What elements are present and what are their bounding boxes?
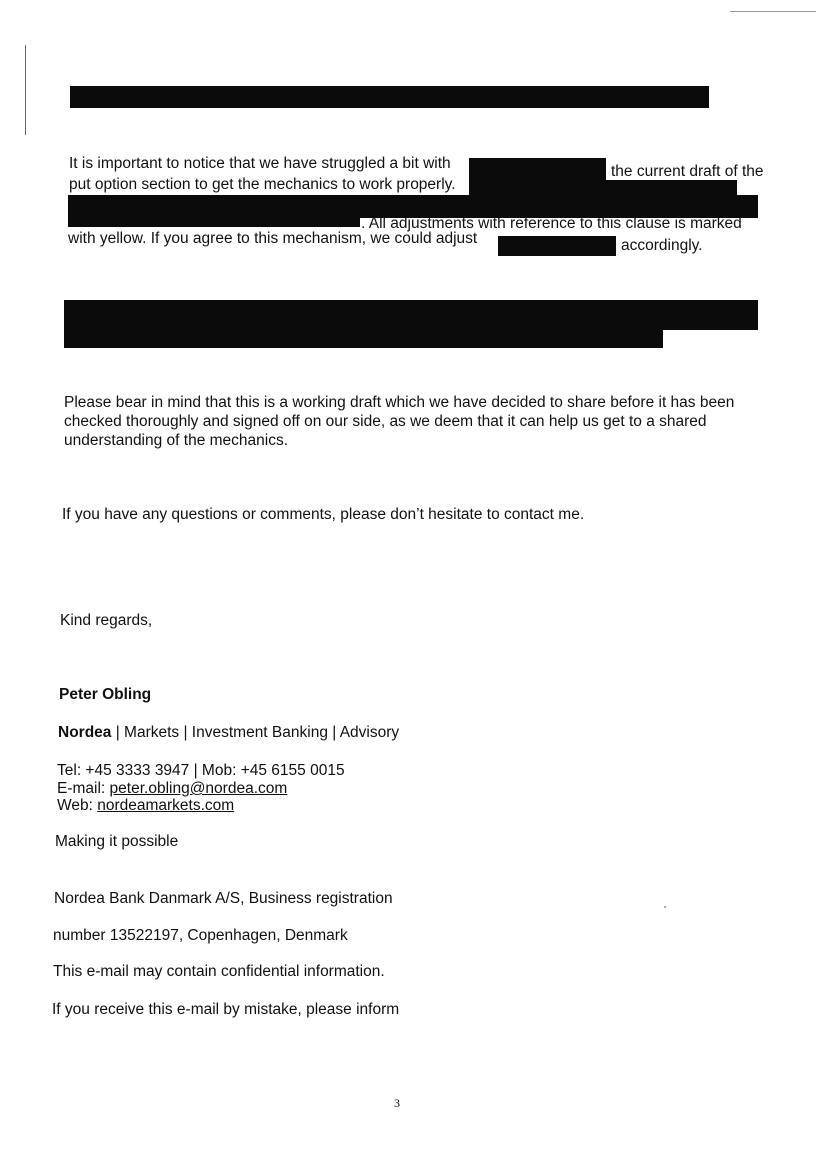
- signature-web: [57, 797, 234, 815]
- page-number: 3: [394, 1096, 400, 1110]
- signature-name: Peter Obling: [59, 686, 152, 703]
- paragraph-line: put option section to get the mechanics to work properly.: [69, 176, 456, 193]
- closing: Kind regards,: [60, 612, 153, 629]
- footer-line: This e-mail may contain confidential information.: [53, 963, 385, 980]
- redaction-block: [64, 326, 663, 348]
- contact-line: If you have any questions or comments, please don’t hesitate to contact me.: [62, 506, 585, 523]
- paragraph-line: with yellow. If you agree to this mechanism, we could adjust: [68, 230, 478, 247]
- redaction-box: [68, 210, 360, 227]
- web-label: Web:: [57, 797, 98, 814]
- web-link[interactable]: nordeamarkets.com: [97, 797, 235, 814]
- paragraph-line: checked thoroughly and signed off on our side, as we deem that it can help us get to a shared: [64, 413, 707, 430]
- footer-line: Nordea Bank Danmark A/S, Business registration: [54, 890, 393, 907]
- signature-email: [57, 780, 287, 798]
- paragraph-line: the current draft of the: [611, 163, 764, 180]
- scan-speck: [664, 906, 666, 908]
- footer-line: If you receive this e-mail by mistake, please inform: [52, 1001, 400, 1018]
- paragraph-line: . All adjustments with reference to this clause is marked: [361, 215, 742, 232]
- redaction-box: [498, 236, 616, 256]
- signature-tel: Tel: +45 3333 3947 | Mob: +45 6155 0015: [57, 762, 345, 779]
- scan-top-mark: [730, 11, 816, 12]
- scan-edge-mark: [25, 45, 26, 135]
- paragraph-line: accordingly.: [621, 237, 703, 254]
- footer-line: number 13522197, Copenhagen, Denmark: [53, 927, 348, 944]
- paragraph-line: Please bear in mind that this is a working draft which we have decided to share before it has been: [64, 394, 735, 411]
- org-name: Nordea: [58, 724, 112, 741]
- org-departments: | Markets | Investment Banking | Advisory: [111, 724, 400, 741]
- paragraph-line: understanding of the mechanics.: [64, 432, 289, 449]
- redaction-bar: [70, 86, 709, 108]
- signature-org: [58, 724, 399, 742]
- paragraph-line: It is important to notice that we have struggled a bit with: [69, 155, 451, 172]
- email-link[interactable]: peter.obling@nordea.com: [109, 780, 288, 797]
- email-label: E-mail:: [57, 780, 110, 797]
- signature-slogan: Making it possible: [55, 833, 179, 850]
